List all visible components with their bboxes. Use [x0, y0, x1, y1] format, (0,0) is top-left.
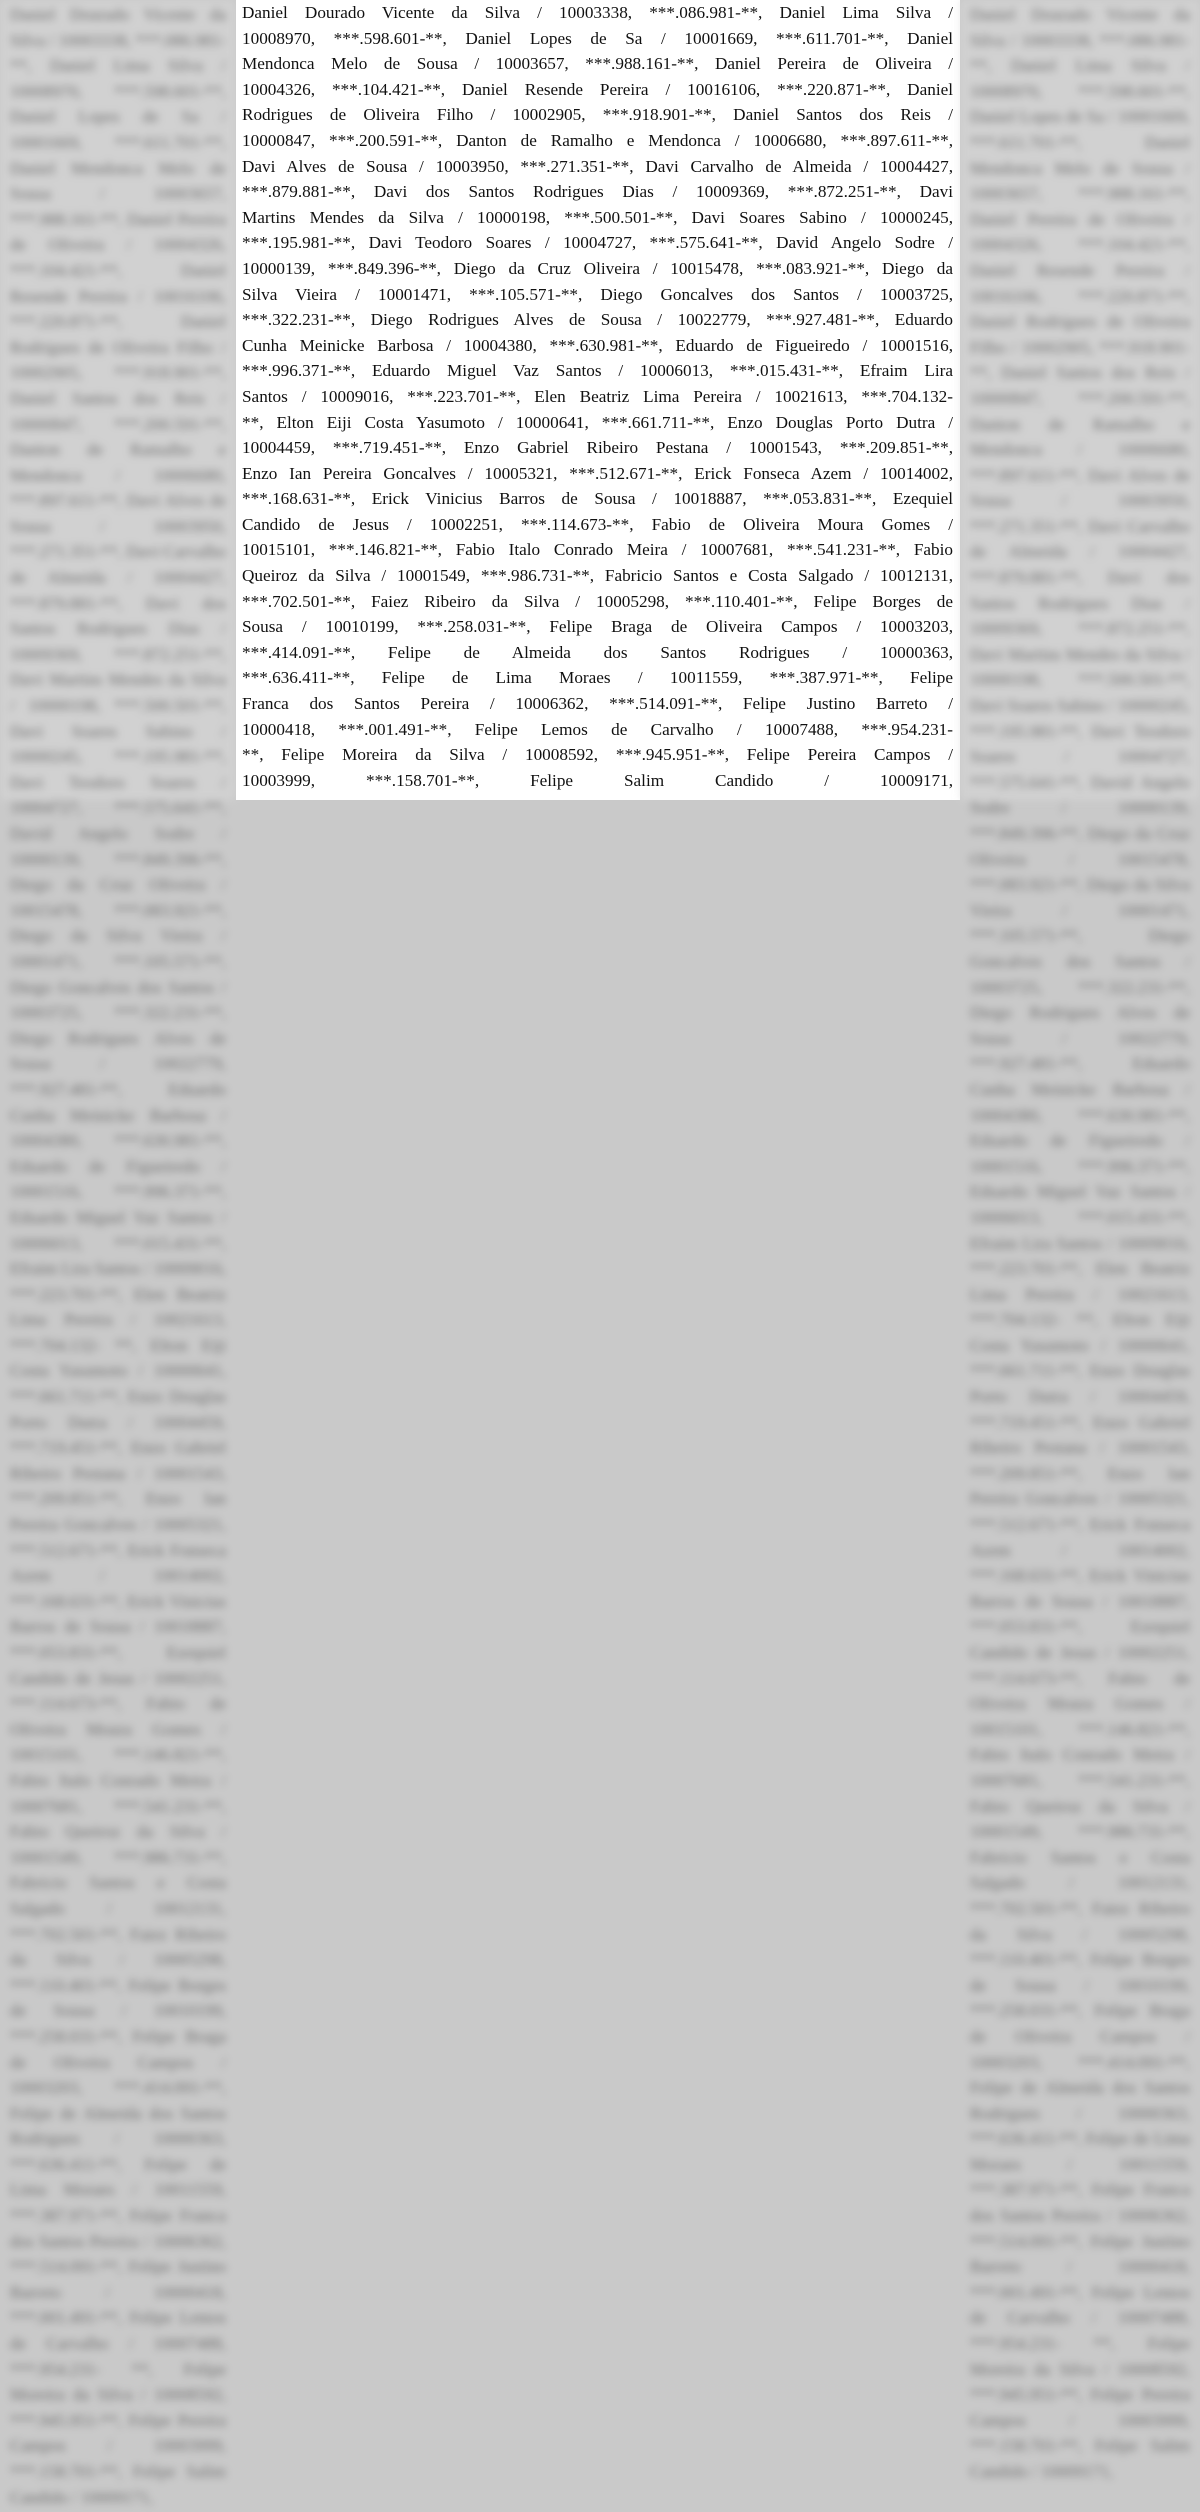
text-line: ***.702.501-**, Faiez Ribeiro da Silva / 10005298, ***.110.401-**, Felipe Borges de	[242, 591, 953, 611]
text-line: Rodrigues de Oliveira Filho / 10002905, ***.918.901-**, Daniel Santos dos Reis /	[242, 105, 953, 125]
text-line: Santos / 10009016, ***.223.701-**, Elen Beatriz Lima Pereira / 10021613, ***.704.132-	[242, 386, 953, 406]
text-line: ***.996.371-**, Eduardo Miguel Vaz Santos / 10006013, ***.015.431-**, Efraim Lira	[242, 361, 953, 381]
text-line: ***.168.631-**, Erick Vinicius Barros de Sousa / 10018887, ***.053.831-**, Ezequiel	[242, 489, 953, 509]
text-line: 10000418, ***.001.491-**, Felipe Lemos de Carvalho / 10007488, ***.954.231-	[242, 719, 953, 739]
blurred-right-margin: Daniel Dourado Vicente da Silva / 10003338, ***.086.981-**, Daniel Lima Silva / 10008970, ***.598.601-**, Daniel Lopes de Sa / 10001669, ***.611.701-**, Daniel Mendonca Melo de Sousa / 10003657, ***.988.161-**, Daniel Pereira de Oliveira / 10004326, ***.104.421-**, Daniel Resende Pereira / 10016106, ***.220.871-**, Daniel Rodrigues de Oliveira Filho / 10002905, ***.918.901-**, Daniel Santos dos Reis / 10000847, ***.200.591-**, Danton de Ramalho e Mendonca / 10006680, ***.897.611-**, Davi Alves de Sousa / 10003950, ***.271.351-**, Davi Carvalho de Almeida / 10004427, ***.879.881-**, Davi dos Santos Rodrigues Dias / 10009369, ***.872.251-**, Davi Martins Mendes da Silva / 10000198, ***.500.501-**, Davi Soares Sabino / 10000245, ***.195.981-**, Davi Teodoro Soares / 10004727, ***.575.641-**, David Angelo Sodre / 10000139, ***.849.396-**, Diego da Cruz Oliveira / 10015478, ***.083.921-**, Diego da Silva Vieira / 10001471, ***.105.571-**, Diego Goncalves dos Santos / 10003725, ***.322.231-**, Diego Rodrigues Alves de Sousa / 10022779, ***.927.481-**, Eduardo Cunha Meinicke Barbosa / 10004380, ***.630.981-**, Eduardo de Figueiredo / 10001516, ***.996.371-**, Eduardo Miguel Vaz Santos / 10006013, ***.015.431-**, Efraim Lira Santos / 10009016, ***.223.701-**, Elen Beatriz Lima Pereira / 10021613, ***.704.132- **, Elton Eiji Costa Yasumoto / 10000641, ***.661.711-**, Enzo Douglas Porto Dutra / 10004459, ***.719.451-**, Enzo Gabriel Ribeiro Pestana / 10001543, ***.209.851-**, Enzo Ian Pereira Goncalves / 10005321, ***.512.671-**, Erick Fonseca Azem / 10014002, ***.168.631-**, Erick Vinicius Barros de Sousa / 10018887, ***.053.831-**, Ezequiel Candido de Jesus / 10002251, ***.114.673-**, Fabio de Oliveira Moura Gomes / 10015101, ***.146.821-**, Fabio Italo Conrado Meira / 10007681, ***.541.231-**, Fabio Queiroz da Silva / 10001549, ***.986.731-**, Fabricio Santos e Costa Salgado / 10012131, ***.702.501-**, Faiez Ribeiro da Silva / 10005298, ***.110.401-**, Felipe Borges de Sousa / 10010199, ***.258.031-**, Felipe Braga de Oliveira Campos / 10003203, ***.414.091-**, Felipe de Almeida dos Santos Rodrigues / 10000363, ***.636.411-**, Felipe de Lima Moraes / 10011559, ***.387.971-**, Felipe Franca dos Santos Pereira / 10006362, ***.514.091-**, Felipe Justino Barreto / 10000418, ***.001.491-**, Felipe Lemos de Carvalho / 10007488, ***.954.231- **, Felipe Moreira da Silva / 10008592, ***.945.951-**, Felipe Pereira Campos / 10003999, ***.158.701-**, Felipe Salim Candido / 10009171,	[960, 0, 1200, 800]
text-line: **, Felipe Moreira da Silva / 10008592, ***.945.951-**, Felipe Pereira Campos /	[242, 745, 953, 765]
text-line: ***.636.411-**, Felipe de Lima Moraes / 10011559, ***.387.971-**, Felipe	[242, 668, 953, 688]
text-line: Candido de Jesus / 10002251, ***.114.673-**, Fabio de Oliveira Moura Gomes /	[242, 514, 953, 534]
document-body-text	[242, 0, 953, 793]
text-line: Enzo Ian Pereira Goncalves / 10005321, ***.512.671-**, Erick Fonseca Azem / 10014002,	[242, 463, 953, 483]
text-line: 10000847, ***.200.591-**, Danton de Ramalho e Mendonca / 10006680, ***.897.611-**,	[242, 130, 953, 150]
text-line: Franca dos Santos Pereira / 10006362, ***.514.091-**, Felipe Justino Barreto /	[242, 694, 953, 714]
blurred-left-margin: Daniel Dourado Vicente da Silva / 10003338, ***.086.981-**, Daniel Lima Silva / 10008970, ***.598.601-**, Daniel Lopes de Sa / 10001669, ***.611.701-**, Daniel Mendonca Melo de Sousa / 10003657, ***.988.161-**, Daniel Pereira de Oliveira / 10004326, ***.104.421-**, Daniel Resende Pereira / 10016106, ***.220.871-**, Daniel Rodrigues de Oliveira Filho / 10002905, ***.918.901-**, Daniel Santos dos Reis / 10000847, ***.200.591-**, Danton de Ramalho e Mendonca / 10006680, ***.897.611-**, Davi Alves de Sousa / 10003950, ***.271.351-**, Davi Carvalho de Almeida / 10004427, ***.879.881-**, Davi dos Santos Rodrigues Dias / 10009369, ***.872.251-**, Davi Martins Mendes da Silva / 10000198, ***.500.501-**, Davi Soares Sabino / 10000245, ***.195.981-**, Davi Teodoro Soares / 10004727, ***.575.641-**, David Angelo Sodre / 10000139, ***.849.396-**, Diego da Cruz Oliveira / 10015478, ***.083.921-**, Diego da Silva Vieira / 10001471, ***.105.571-**, Diego Goncalves dos Santos / 10003725, ***.322.231-**, Diego Rodrigues Alves de Sousa / 10022779, ***.927.481-**, Eduardo Cunha Meinicke Barbosa / 10004380, ***.630.981-**, Eduardo de Figueiredo / 10001516, ***.996.371-**, Eduardo Miguel Vaz Santos / 10006013, ***.015.431-**, Efraim Lira Santos / 10009016, ***.223.701-**, Elen Beatriz Lima Pereira / 10021613, ***.704.132- **, Elton Eiji Costa Yasumoto / 10000641, ***.661.711-**, Enzo Douglas Porto Dutra / 10004459, ***.719.451-**, Enzo Gabriel Ribeiro Pestana / 10001543, ***.209.851-**, Enzo Ian Pereira Goncalves / 10005321, ***.512.671-**, Erick Fonseca Azem / 10014002, ***.168.631-**, Erick Vinicius Barros de Sousa / 10018887, ***.053.831-**, Ezequiel Candido de Jesus / 10002251, ***.114.673-**, Fabio de Oliveira Moura Gomes / 10015101, ***.146.821-**, Fabio Italo Conrado Meira / 10007681, ***.541.231-**, Fabio Queiroz da Silva / 10001549, ***.986.731-**, Fabricio Santos e Costa Salgado / 10012131, ***.702.501-**, Faiez Ribeiro da Silva / 10005298, ***.110.401-**, Felipe Borges de Sousa / 10010199, ***.258.031-**, Felipe Braga de Oliveira Campos / 10003203, ***.414.091-**, Felipe de Almeida dos Santos Rodrigues / 10000363, ***.636.411-**, Felipe de Lima Moraes / 10011559, ***.387.971-**, Felipe Franca dos Santos Pereira / 10006362, ***.514.091-**, Felipe Justino Barreto / 10000418, ***.001.491-**, Felipe Lemos de Carvalho / 10007488, ***.954.231- **, Felipe Moreira da Silva / 10008592, ***.945.951-**, Felipe Pereira Campos / 10003999, ***.158.701-**, Felipe Salim Candido / 10009171,	[0, 0, 236, 800]
text-line: 10000139, ***.849.396-**, Diego da Cruz Oliveira / 10015478, ***.083.921-**, Diego da	[242, 258, 953, 278]
text-line: 10015101, ***.146.821-**, Fabio Italo Conrado Meira / 10007681, ***.541.231-**, Fabio	[242, 540, 953, 560]
text-line: Silva Vieira / 10001471, ***.105.571-**, Diego Goncalves dos Santos / 10003725,	[242, 284, 953, 304]
text-line: 10004459, ***.719.451-**, Enzo Gabriel Ribeiro Pestana / 10001543, ***.209.851-**,	[242, 438, 953, 458]
text-line: Queiroz da Silva / 10001549, ***.986.731-**, Fabricio Santos e Costa Salgado / 10012131,	[242, 566, 953, 586]
text-line: 10003999, ***.158.701-**, Felipe Salim Candido / 10009171,	[242, 770, 953, 790]
text-line: **, Elton Eiji Costa Yasumoto / 10000641, ***.661.711-**, Enzo Douglas Porto Dutra /	[242, 412, 953, 432]
text-line: 10004326, ***.104.421-**, Daniel Resende Pereira / 10016106, ***.220.871-**, Daniel	[242, 79, 953, 99]
text-line: 10008970, ***.598.601-**, Daniel Lopes de Sa / 10001669, ***.611.701-**, Daniel	[242, 28, 953, 48]
text-line: Cunha Meinicke Barbosa / 10004380, ***.630.981-**, Eduardo de Figueiredo / 10001516,	[242, 335, 953, 355]
text-line: ***.195.981-**, Davi Teodoro Soares / 10004727, ***.575.641-**, David Angelo Sodre /	[242, 233, 953, 253]
text-line: Davi Alves de Sousa / 10003950, ***.271.351-**, Davi Carvalho de Almeida / 10004427,	[242, 156, 953, 176]
text-line: ***.879.881-**, Davi dos Santos Rodrigues Dias / 10009369, ***.872.251-**, Davi	[242, 182, 953, 202]
text-line: ***.322.231-**, Diego Rodrigues Alves de Sousa / 10022779, ***.927.481-**, Eduardo	[242, 310, 953, 330]
text-line: Daniel Dourado Vicente da Silva / 10003338, ***.086.981-**, Daniel Lima Silva /	[242, 3, 953, 22]
document-page	[236, 0, 960, 800]
text-line: Martins Mendes da Silva / 10000198, ***.500.501-**, Davi Soares Sabino / 10000245,	[242, 207, 953, 227]
text-line: Sousa / 10010199, ***.258.031-**, Felipe Braga de Oliveira Campos / 10003203,	[242, 617, 953, 637]
text-line: Mendonca Melo de Sousa / 10003657, ***.988.161-**, Daniel Pereira de Oliveira /	[242, 54, 953, 74]
text-line: ***.414.091-**, Felipe de Almeida dos Santos Rodrigues / 10000363,	[242, 642, 953, 662]
